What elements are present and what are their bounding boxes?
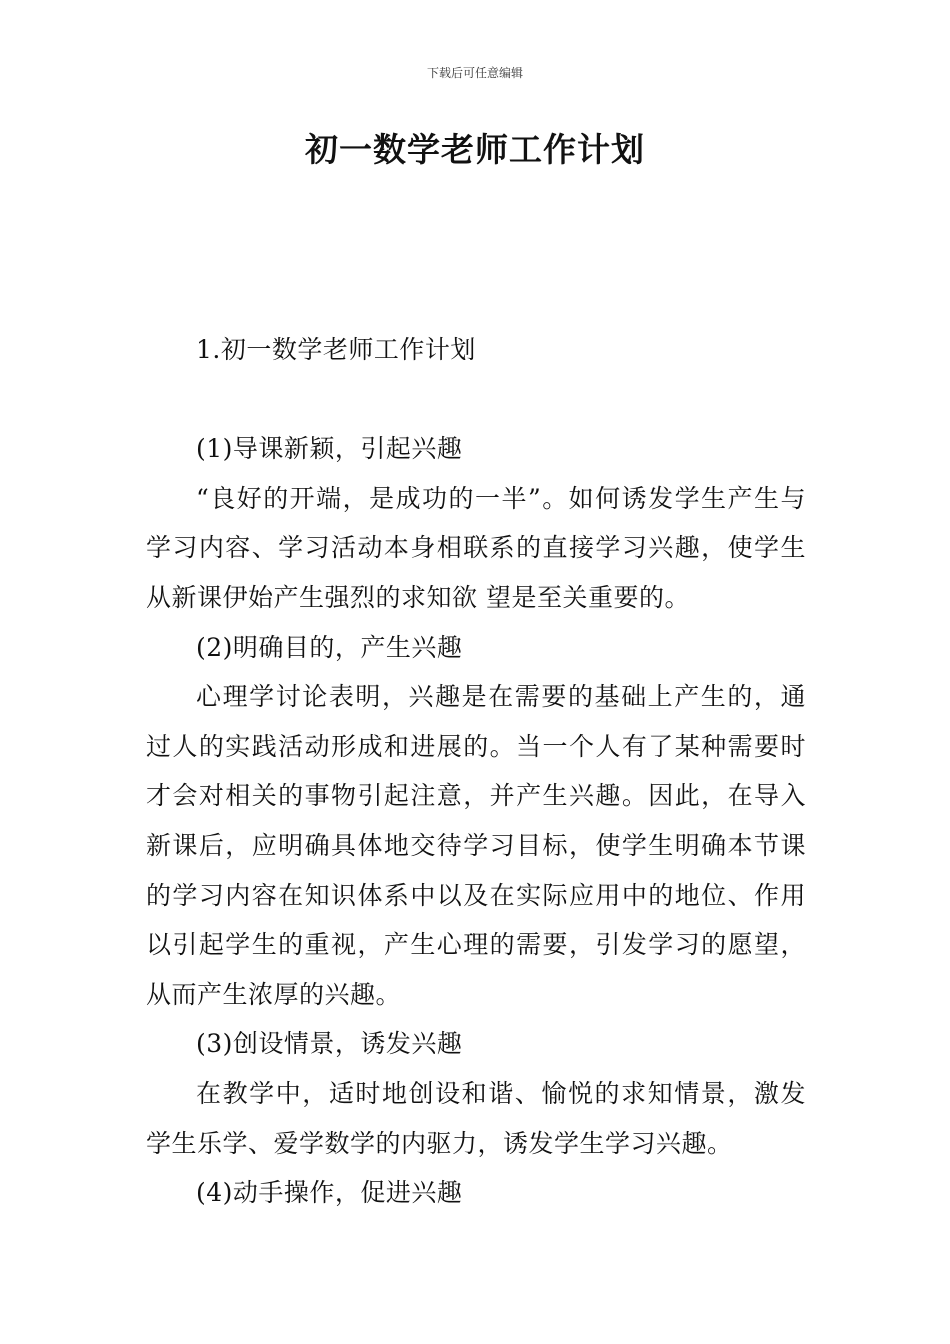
item-heading-2: (2)明确目的，产生兴趣 bbox=[196, 632, 463, 662]
document-title: 初一数学老师工作计划 bbox=[305, 130, 645, 169]
item-heading-4: (4)动手操作，促进兴趣 bbox=[196, 1178, 463, 1208]
paragraph-2: 心理学讨论表明，兴趣是在需要的基础上产生的，通过人的实践活动形成和进展的。当一个人有了某种需要时才会对相关的事物引起注意，并产生兴趣。因此，在导入新课后，应明确具体地交待学习目标，使学生明确本节课的学习内容在知识体系中以及在实际应用中的地位、作用以引起学生的重视，产生心理的需要，引发学习的愿望，从而产生浓厚的兴趣。 bbox=[146, 682, 806, 1009]
paragraph-3: 在教学中，适时地创设和谐、愉悦的求知情景，激发学生乐学、爱学数学的内驱力，诱发学生学习兴趣。 bbox=[146, 1078, 806, 1158]
header-note: 下载后可任意编辑 bbox=[426, 66, 523, 80]
paragraph-1: “良好的开端，是成功的一半”。如何诱发学生产生与学习内容、学习活动本身相联系的直接学习兴趣，使学生从新课伊始产生强烈的求知欲 望是至关重要的。 bbox=[146, 483, 806, 612]
item-heading-3: (3)创设情景，诱发兴趣 bbox=[196, 1029, 463, 1059]
item-heading-1: (1)导课新颖，引起兴趣 bbox=[196, 434, 463, 464]
document-body bbox=[146, 325, 806, 1218]
section-heading: 1.初一数学老师工作计划 bbox=[196, 335, 476, 364]
